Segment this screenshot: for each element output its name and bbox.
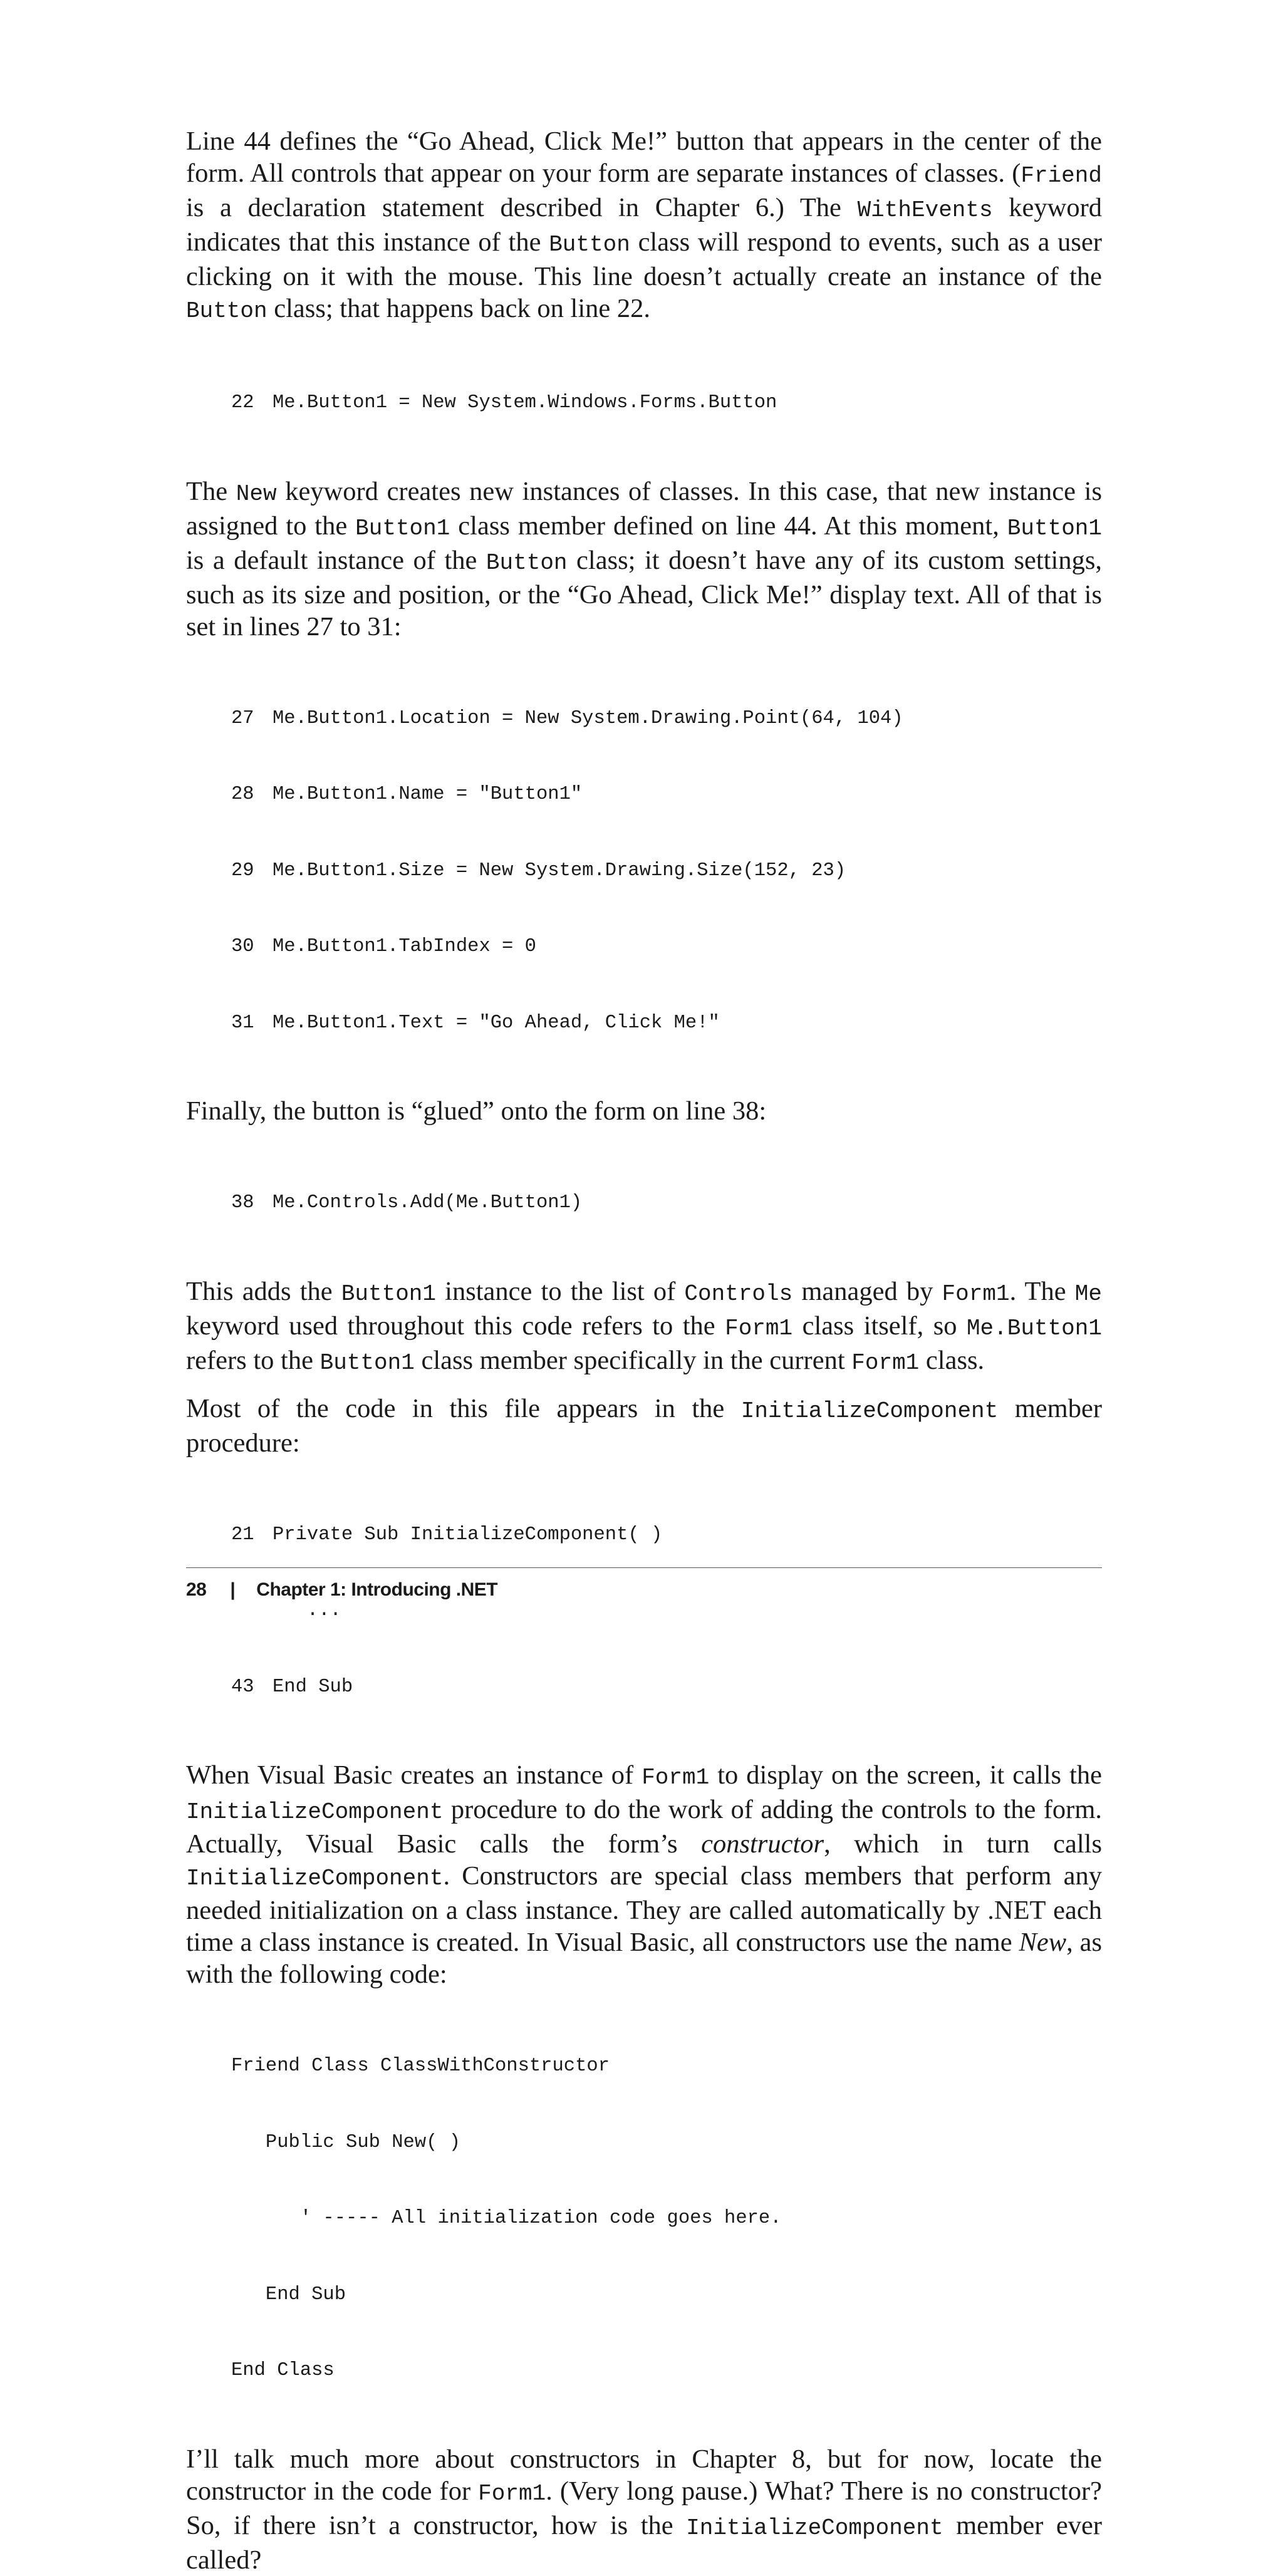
footer-separator: | <box>230 1579 236 1600</box>
inline-code: InitializeComponent <box>186 1799 444 1825</box>
code-block-3 <box>231 1140 1147 1267</box>
code-block-4 <box>231 1472 1147 1751</box>
code-line: ' ----- All initialization code goes here. <box>231 2208 782 2229</box>
page-number: 28 <box>186 1579 207 1600</box>
code-line: Public Sub New( ) <box>231 2131 461 2153</box>
line-number: 27 <box>231 707 254 729</box>
code-line: 29 Me.Button1.Size = New System.Drawing.Size(152, 23) <box>231 858 1147 884</box>
code-line: 28 Me.Button1.Name = "Button1" <box>231 782 1147 808</box>
inline-code: Me <box>1074 1280 1102 1307</box>
code-line: End Class <box>231 2360 335 2381</box>
line-number: 21 <box>231 1524 254 1545</box>
inline-code: Button <box>186 298 268 324</box>
paragraph-4: This adds the Button1 instance to the list of Controls managed by Form1. The Me keyword used throughout this code refers to the Form1 class itself, so Me.Button1 refers to the Button1 class member specifically in the current Form1 class. <box>186 1276 1102 1376</box>
code-line: 38 Me.Controls.Add(Me.Button1) <box>231 1190 1147 1216</box>
code-line: 21 Private Sub InitializeComponent( ) <box>231 1522 1147 1548</box>
line-number: 31 <box>231 1012 254 1034</box>
inline-code: Form1 <box>725 1315 793 1341</box>
paragraph-6: When Visual Basic creates an instance of Form1 to display on the screen, it calls the InitializeComponent procedure to do the work of adding the controls to the form. Actually, Visual Basic calls the form’s constructor, which in turn calls InitializeComponent. Constructors are special class members that perform any needed initialization on a class instance. They are called automatically by .NET each time a class instance is created. In Visual Basic, all constructors use the name New, as with the following code: <box>186 1760 1102 1989</box>
line-number: 29 <box>231 860 254 881</box>
inline-code: Controls <box>684 1280 793 1307</box>
inline-code: Me.Button1 <box>966 1315 1102 1341</box>
inline-code: New <box>236 480 277 507</box>
paragraph-3: Finally, the button is “glued” onto the form on line 38: <box>186 1096 767 1126</box>
chapter-title: Chapter 1: Introducing .NET <box>256 1579 498 1600</box>
emphasis: constructor <box>701 1829 824 1859</box>
code-block-1 <box>231 340 1147 467</box>
code-block-2 <box>231 655 1147 1087</box>
inline-code: InitializeComponent <box>686 2515 943 2541</box>
inline-code: WithEvents <box>857 197 993 223</box>
paragraph-2: The New keyword creates new instances of classes. In this case, that new instance is assigned to the Button1 class member defined on line 44. At this moment, Button1 is a default instance of the Button class; it doesn’t have any of its custom settings, such as its size and position, or the “Go Ahead, Click Me!” display text. All of that is set in lines 27 to 31: <box>186 476 1103 641</box>
line-number: 22 <box>231 392 254 413</box>
code-line: 30 Me.Button1.TabIndex = 0 <box>231 934 1147 960</box>
paragraph-7: I’ll talk much more about constructors in Chapter 8, but for now, locate the constructor in the code for Form1. (Very long pause.) What? There is no constructor? So, if there isn’t a constructor, how is the InitializeComponent member ever called? <box>186 2444 1102 2575</box>
paragraph-5: Most of the code in this file appears in the InitializeComponent member procedure: <box>186 1393 1102 1458</box>
inline-code: Button1 <box>1007 515 1103 541</box>
inline-code: Form1 <box>478 2480 546 2506</box>
code-line: Friend Class ClassWithConstructor <box>231 2055 610 2077</box>
inline-code: InitializeComponent <box>186 1866 444 1891</box>
code-line: 43 End Sub <box>231 1675 1147 1700</box>
page-content <box>186 125 1102 2576</box>
inline-code: Form1 <box>851 1349 920 1376</box>
inline-code: Button1 <box>355 515 450 541</box>
inline-code: Form1 <box>942 1280 1010 1307</box>
inline-code: Form1 <box>642 1765 710 1790</box>
inline-code: Button <box>486 549 568 576</box>
line-number: 28 <box>231 784 254 805</box>
paragraph-1: Line 44 defines the “Go Ahead, Click Me!” button that appears in the center of the form. All controls that appear on your form are separate instances of classes. (Friend is a declaration statement described in Chapter 6.) The WithEvents keyword indicates that this instance of the Button class will respond to events, such as a user clicking on it with the mouse. This line doesn’t actually create an instance of the Button class; that happens back on line 22. <box>186 127 1102 324</box>
code-line: End Sub <box>231 2283 346 2305</box>
code-line: 22 Me.Button1 = New System.Windows.Forms.Button <box>231 390 1147 416</box>
inline-code: InitializeComponent <box>740 1398 999 1424</box>
page-footer <box>186 1567 1102 1601</box>
inline-code: Button <box>549 232 630 257</box>
inline-code: Friend <box>1021 163 1102 189</box>
code-line: 27 Me.Button1.Location = New System.Drawing.Point(64, 104) <box>231 706 1147 732</box>
line-number: 43 <box>231 1676 254 1698</box>
inline-code: Button1 <box>319 1349 415 1376</box>
code-line: ... <box>273 1600 341 1621</box>
line-number: 30 <box>231 936 254 957</box>
line-number: 38 <box>231 1192 254 1213</box>
code-line: 31 Me.Button1.Text = "Go Ahead, Click Me!" <box>231 1010 1147 1036</box>
emphasis: New <box>1019 1928 1067 1957</box>
code-block-5 <box>231 2003 1147 2434</box>
inline-code: Button1 <box>341 1280 437 1307</box>
